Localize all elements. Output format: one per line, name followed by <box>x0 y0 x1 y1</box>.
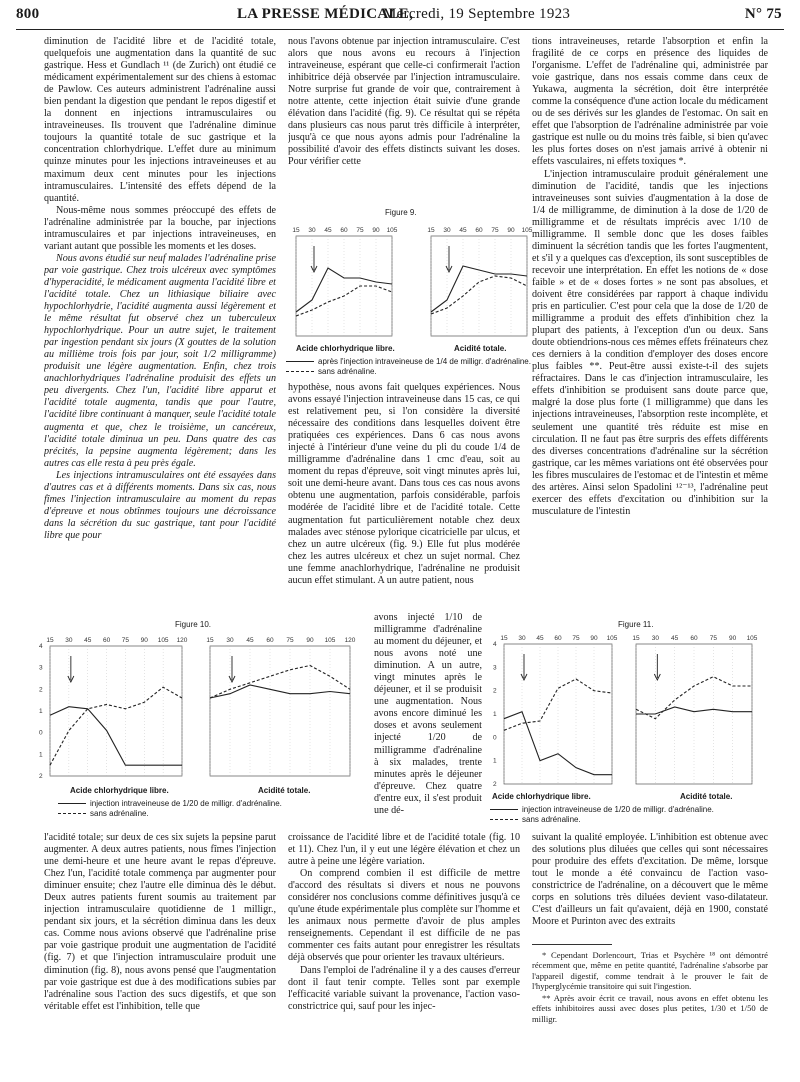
column-middle-middle <box>288 382 520 608</box>
x-tick-label: 120 <box>344 637 356 644</box>
y-tick-label: 1 <box>493 711 497 718</box>
series-line-with-adrenaline <box>210 685 350 698</box>
x-tick-label: 15 <box>292 227 300 234</box>
x-tick-label: 45 <box>671 635 679 642</box>
paragraph: avons injecté 1/10 de milligramme d'adrénaline au moment du déjeuner, et nous avons noté une diminution. A un autre, vingt minutes après le déjeuner, et il se produisit une augmentation. Nous avons encore diminué les doses et avons seulement injecté 1/20 de milligramme d'adrénaline à six malades, trente minutes après le déjeuner d'épreuve. Chez quatre d'entre eux, il s'est produit une dé- <box>374 612 482 816</box>
footnotes <box>532 950 768 1026</box>
x-tick-label: 90 <box>372 227 380 234</box>
paragraph: L'injection intramusculaire produit généralement une diminution de l'acidité, tandis que les injections intraveineuses sont suivies d'augmentation à la dose de 1/4 de milligramme, de diminution à la dose de 1/20 de milligramme et de résultats imprécis avec 1/10 de milligramme. Il semble donc que les doses faibles diminuent la sécrétion tandis que les fortes l'augmentent, et s'il y a quelques cas d'exception, ils sont susceptibles de recevoir une interprétation. En effet les notions de « dose faible » et de « doses fortes » ne sont pas absolues, et doivent être considérées par rapport à chaque individu pris en particulier. C'est pour cela que la dose de 1/20 de milligramme a produit des effets d'inhibition chez la plupart des patients, à l'exception d'un ou deux. Sans doute obtiendrions-nous ces mêmes effets fréinateurs chez ces derniers à la condition d'employer des doses encore plus faibles **. Peut-être aussi existe-t-il des sujets réfractaires. Dans le cas d'injection intramusculaire, les effets d'inhibition se produisent sans doute parce que, malgré la dose plus forte (1 milligramme) que dans les injections intraveineuses, l'absorption reste incomplète, et seulement une quantité très réduite est mise en circulation. Il ne faut pas être surpris des effets différents des diverses concentrations d'adrénaline sur la sécrétion gastrique, car les mêmes variations ont été observées pour les fibres musculaires de l'estomac et de l'intestin et même des artères. Ainsi selon Spadolini ¹²⁻¹³, l'adrénaline peut exercer des effets d'excitation ou d'inhibition sur la musculature de l'intestin <box>532 168 768 517</box>
paragraph: Dans l'emploi de l'adrénaline il y a des causes d'erreur dont il faut tenir compte. Telles sont par exemple l'efficacité variable suivant la provenance, l'action vaso-constrictrice qui, sauf pour les injec- <box>288 964 520 1012</box>
y-tick-label: 0 <box>39 729 43 737</box>
x-tick-label: 105 <box>746 635 758 642</box>
page-number: 800 <box>16 6 40 22</box>
legend-solid: après l'injection intraveineuse de 1/4 de milligr. d'adrénaline. <box>318 357 531 366</box>
x-tick-label: 75 <box>356 227 364 234</box>
paragraph: l'acidité totale; sur deux de ces six sujets la pepsine parut augmenter. A deux autres patients, nous fîmes l'injection une demi-heure et une heure avant le repas d'épreuve. Chez l'un, l'acidité totale commença par augmenter pour diminuer ensuite; chez l'autre elle diminua dès le début. Deux autres patients furent soumis au traitement par injection intramusculaire quotidienne de 1 milligr., pendant six jours, et la sécrétion diminua dans les deux cas. Comme nous avions observé que l'adrénaline prise par voie gastrique produit une augmentation de l'acidité (fig. 7) et que l'injection intramusculaire produit une diminution (fig. 8), nous avons pensé que l'augmentation par voie gastrique est due à des modifications subies par l'adrénaline sous l'action des sucs digestifs, et que son véritable effet est l'inhibition, telle que <box>44 832 276 1012</box>
y-tick-label: 2 <box>39 686 43 694</box>
x-tick-label: 30 <box>443 227 451 234</box>
x-tick-label: 30 <box>518 635 526 642</box>
figure-9-caption-right: Acidité totale. <box>454 344 507 353</box>
figure-9-left-chart <box>290 222 398 342</box>
figure-10-right-chart <box>204 632 356 782</box>
y-tick-label: 1 <box>493 757 497 765</box>
y-tick-label: 1 <box>39 751 43 759</box>
figure-11-caption-left: Acide chlorhydrique libre. <box>492 792 591 801</box>
figure-10-title: Figure 10. <box>175 620 212 629</box>
chart-frame <box>210 646 350 776</box>
x-tick-label: 90 <box>590 635 598 642</box>
y-tick-label: 2 <box>493 781 497 788</box>
figure-10-legend <box>58 799 282 819</box>
x-tick-label: 75 <box>286 637 294 644</box>
paragraph: On comprend combien il est difficile de mettre d'accord des résultats si divers et nous ne pouvons considérer nos conclusions comme définitives jusqu'à ce qu'une étude expérimentale plus complète sur l'homme et les animaux nous permette d'avoir de plus amples renseignements. Cependant il est difficile de ne pas commenter ces faits autant pour enregistrer les résultats déjà observés que pour orienter les travaux ultérieurs. <box>288 868 520 964</box>
x-tick-label: 30 <box>65 637 73 644</box>
figure-9-title: Figure 9. <box>385 208 417 217</box>
x-tick-label: 75 <box>572 635 580 642</box>
x-tick-label: 90 <box>306 637 314 644</box>
legend-dash: sans adrénaline. <box>90 809 149 818</box>
x-tick-label: 45 <box>459 227 467 234</box>
journal-title: LA PRESSE MÉDICALE, <box>237 6 414 22</box>
x-tick-label: 90 <box>140 637 148 644</box>
header-rule <box>16 29 784 30</box>
series-line-with-adrenaline <box>50 707 182 766</box>
paragraph: croissance de l'acidité libre et de l'acidité totale (fig. 10 et 11). Chez l'un, il y eut une légère élévation et chez un autre à peine une légère variation. <box>288 832 520 868</box>
x-tick-label: 15 <box>500 635 508 642</box>
x-tick-label: 30 <box>651 635 659 642</box>
paragraph: hypothèse, nous avons fait quelques expériences. Nous avons essayé l'injection intraveineuse dans 15 cas, ce qui est relativement peu, si l'on considère la diversité nécessaire des conditions dans lesquelles doivent être pratiquées ces expériences. Dans 6 cas nous avons injecté à l'intérieur d'une veine du pli du coude 1/4 de milligramme d'adrénaline dans 1 cmc d'eau, soit au moment du repas d'épreuve, soit vingt minutes après lui, soit une demi-heure avant. Dans tous ces cas nous avons obtenu une augmentation, parfois considérable, parfois modérée de l'acidité libre et de l'acidité totale. Cette augmentation fut particulièrement notable chez deux malades avec sténose pylorique cicatricielle par ulcus, et chez un autre ulcéreux (fig. 9.) Elle fut plus modérée chez les autres ulcéreux et chez un sujet normal. Chez une femme anachlorhydrique, l'adrénaline ne produisit aucun effet stimulant. A un autre patient, nous <box>288 382 520 586</box>
figure-9-right-chart <box>425 222 533 342</box>
y-tick-label: 4 <box>493 641 497 648</box>
x-tick-label: 60 <box>690 635 698 642</box>
series-line-without-adrenaline <box>50 687 182 765</box>
column-right-bottom <box>532 832 768 928</box>
paragraph: Nous-même nous sommes préoccupé des effets de l'adrénaline administrée par la bouche, par injections intramusculaires et par injections intraveineuses, en variant autant que possible les moments et les doses. <box>44 204 276 252</box>
x-tick-label: 105 <box>606 635 618 642</box>
footnote: ** Après avoir écrit ce travail, nous avons en effet obtenu les effets inhibitoires aussi avec doses plus petites, 1/30 et 1/50 de milligr. <box>532 993 768 1024</box>
y-tick-label: 3 <box>493 664 497 672</box>
column-middle-top <box>288 36 520 192</box>
x-tick-label: 15 <box>427 227 435 234</box>
y-tick-label: 2 <box>493 687 497 695</box>
legend-solid: injection intraveineuse de 1/20 de milligr. d'adrénaline. <box>90 799 282 808</box>
y-tick-label: 4 <box>39 643 43 650</box>
x-tick-label: 45 <box>536 635 544 642</box>
x-tick-label: 105 <box>386 227 398 234</box>
x-tick-label: 60 <box>266 637 274 644</box>
figure-11-caption-right: Acidité totale. <box>680 792 733 801</box>
chart-frame <box>50 646 182 776</box>
legend-solid: injection intraveineuse de 1/20 de milligr. d'adrénaline. <box>522 805 714 814</box>
paragraph: Les injections intramusculaires ont été essayées dans d'autres cas et à différents moments. Dans six cas, nous fîmes l'injection intramusculaire au moment du repas d'épreuve et nous obtînmes toujours une décroissance dans la sécrétion du suc gastrique, tant pour l'acidité libre que pour <box>44 469 276 541</box>
paragraph: suivant la qualité employée. L'inhibition est obtenue avec des solutions plus diluées que celles qui sont nécessaires pour produire des effets d'excitation. De même, lorsque tout le monde a été convaincu de l'action vaso-constrictrice de l'adrénaline, on a découvert que le même corps en solutions très diluées devient vaso-dilatateur. C'est d'ailleurs un fait qu'avaient, déjà en 1900, constaté Moore et Purinton avec des extraits <box>532 832 768 928</box>
figure-11-title: Figure 11. <box>618 620 654 629</box>
x-tick-label: 90 <box>729 635 737 642</box>
column-middle-narrow <box>374 612 482 832</box>
x-tick-label: 105 <box>157 637 169 644</box>
x-tick-label: 105 <box>324 637 336 644</box>
figure-11-legend <box>490 805 714 825</box>
x-tick-label: 30 <box>308 227 316 234</box>
paragraph: diminution de l'acidité libre et de l'acidité totale, quelquefois une augmentation dans la quantité de suc gastrique. Hess et Gundlach ¹¹ (de Zurich) ont étudié ce médicament expérimentalement sur des chiens à estomac de Pawlow. Ces auteurs administrent l'adrénaline aussi bien pendant la digestion que pendant le repos digestif et la donnent en injections intramusculaires ou intraveineuses. Ils trouvent que l'adrénaline diminue toujours la quantité totale de suc gastrique et la concentration chlorhydrique. L'effet dure au minimum quinze minutes pour les injections intraveineuses et au maximum deux cent minutes pour les injections intramusculaires. L'intensité des effets dépend de la quantité. <box>44 36 276 204</box>
x-tick-label: 15 <box>46 637 54 644</box>
column-right-top <box>532 36 768 612</box>
figure-11-right-chart <box>630 630 758 790</box>
y-tick-label: 2 <box>39 773 43 780</box>
paragraph: Nous avons étudié sur neuf malades l'adrénaline prise par voie gastrique. Chez trois ulcéreux avec symptômes d'hyperacidité, le médicament augmenta l'acidité libre et l'acidité totale. Chez un lithiasique biliaire avec hypochlorhydrie, l'acidité augmenta aussi légèrement et le même résultat fut observé chez un tuberculeux hypochlorhydrique. Pour un autre sujet, le traitement par ingestion pendant six jours (X gouttes de la solution au millième trois fois par jour, soit 1/2 milligramme) produisit une légère augmentation. Enfin, chez trois anachlorhydriques l'adrénaline produisit des effets un peu divergents. Chez l'un, l'acidité libre apparut et l'acidité totale augmenta, tandis que pour l'autre, l'acidité libre continuant à manquer, seule l'acidité totale augmenta et que, chez le troisième, un cancéreux, l'acidité totale diminua un peu. Dans quatre des cas précités, la pepsine augmenta légèrement; dans les autres cas elle resta à peu près égale. <box>44 252 276 469</box>
figure-10-left-chart <box>36 632 188 782</box>
figure-9-legend <box>286 357 531 377</box>
column-middle-bottom <box>288 832 520 1076</box>
y-tick-label: 1 <box>39 708 43 715</box>
x-tick-label: 90 <box>507 227 515 234</box>
issue-number: N° 75 <box>744 6 782 22</box>
footnote: * Cependant Dorlencourt, Trias et Psychère ¹⁸ ont démontré récemment que, même en petite quantité, l'adrénaline s'absorbe par l'appareil digestif, comme tendrait à le prouver le fait de l'hyperglycémie transitoire qui suit l'ingestion. <box>532 950 768 991</box>
x-tick-label: 60 <box>475 227 483 234</box>
issue-date: Mercredi, 19 Septembre 1923 <box>383 6 571 22</box>
x-tick-label: 60 <box>102 637 111 644</box>
x-tick-label: 15 <box>206 637 214 644</box>
x-tick-label: 120 <box>176 637 188 644</box>
figure-9-caption-left: Acide chlorhydrique libre. <box>296 344 395 353</box>
paragraph: tions intraveineuses, retarde l'absorption et enfin la fragilité de ce corps en présence des liquides de l'organisme. L'effet de l'adrénaline qui, administrée par voie gastrique, dans nos essais comme dans ceux de Yukawa, augmenta la sécrétion, doit être interprétée comme la conséquence d'une action locale du médicament ou de ses dérivés sur les glandes de l'estomac. On sait en effet que l'absorption de l'adrénaline administrée par voie gastrique est nulle ou du moins très faible, si bien qu'avec les plus fortes doses on n'est jamais arrivé à obtenir ni effets vasculaires, ni effets toxiques *. <box>532 36 768 168</box>
footnote-rule <box>532 944 612 945</box>
column-left-top <box>44 36 276 612</box>
paragraph: nous l'avons obtenue par injection intramusculaire. C'est alors que nous avons eu recours à l'injection intraveineuse, espérant que celle-ci confirmerait l'action inhibitrice déjà observée par l'injection intramusculaire. Notre surprise fut grande de voir que, contrairement à notre attente, cette injection était suivie d'une grande élévation dans l'acidité (fig. 9). Ce résultat qui se répéta dans plusieurs cas nous parut très difficile à interpréter, jusqu'à ce que nous ayons admis pour l'adrénaline la possibilité d'avoir des effets distincts suivant les doses. Pour vérifier cette <box>288 36 520 168</box>
column-left-bottom <box>44 832 276 1076</box>
legend-dash: sans adrénaline. <box>522 815 581 824</box>
figure-11-left-chart <box>490 630 618 790</box>
x-tick-label: 105 <box>521 227 533 234</box>
y-tick-label: 0 <box>493 734 497 742</box>
x-tick-label: 60 <box>340 227 348 234</box>
y-tick-label: 3 <box>39 664 43 672</box>
x-tick-label: 75 <box>121 637 130 644</box>
legend-dash: sans adrénaline. <box>318 367 377 376</box>
x-tick-label: 30 <box>226 637 234 644</box>
x-tick-label: 15 <box>632 635 640 642</box>
figure-10-caption-left: Acide chlorhydrique libre. <box>70 786 169 795</box>
figure-10-caption-right: Acidité totale. <box>258 786 311 795</box>
x-tick-label: 75 <box>491 227 499 234</box>
x-tick-label: 60 <box>554 635 562 642</box>
x-tick-label: 45 <box>246 637 254 644</box>
x-tick-label: 45 <box>324 227 332 234</box>
x-tick-label: 75 <box>709 635 717 642</box>
x-tick-label: 45 <box>84 637 92 644</box>
